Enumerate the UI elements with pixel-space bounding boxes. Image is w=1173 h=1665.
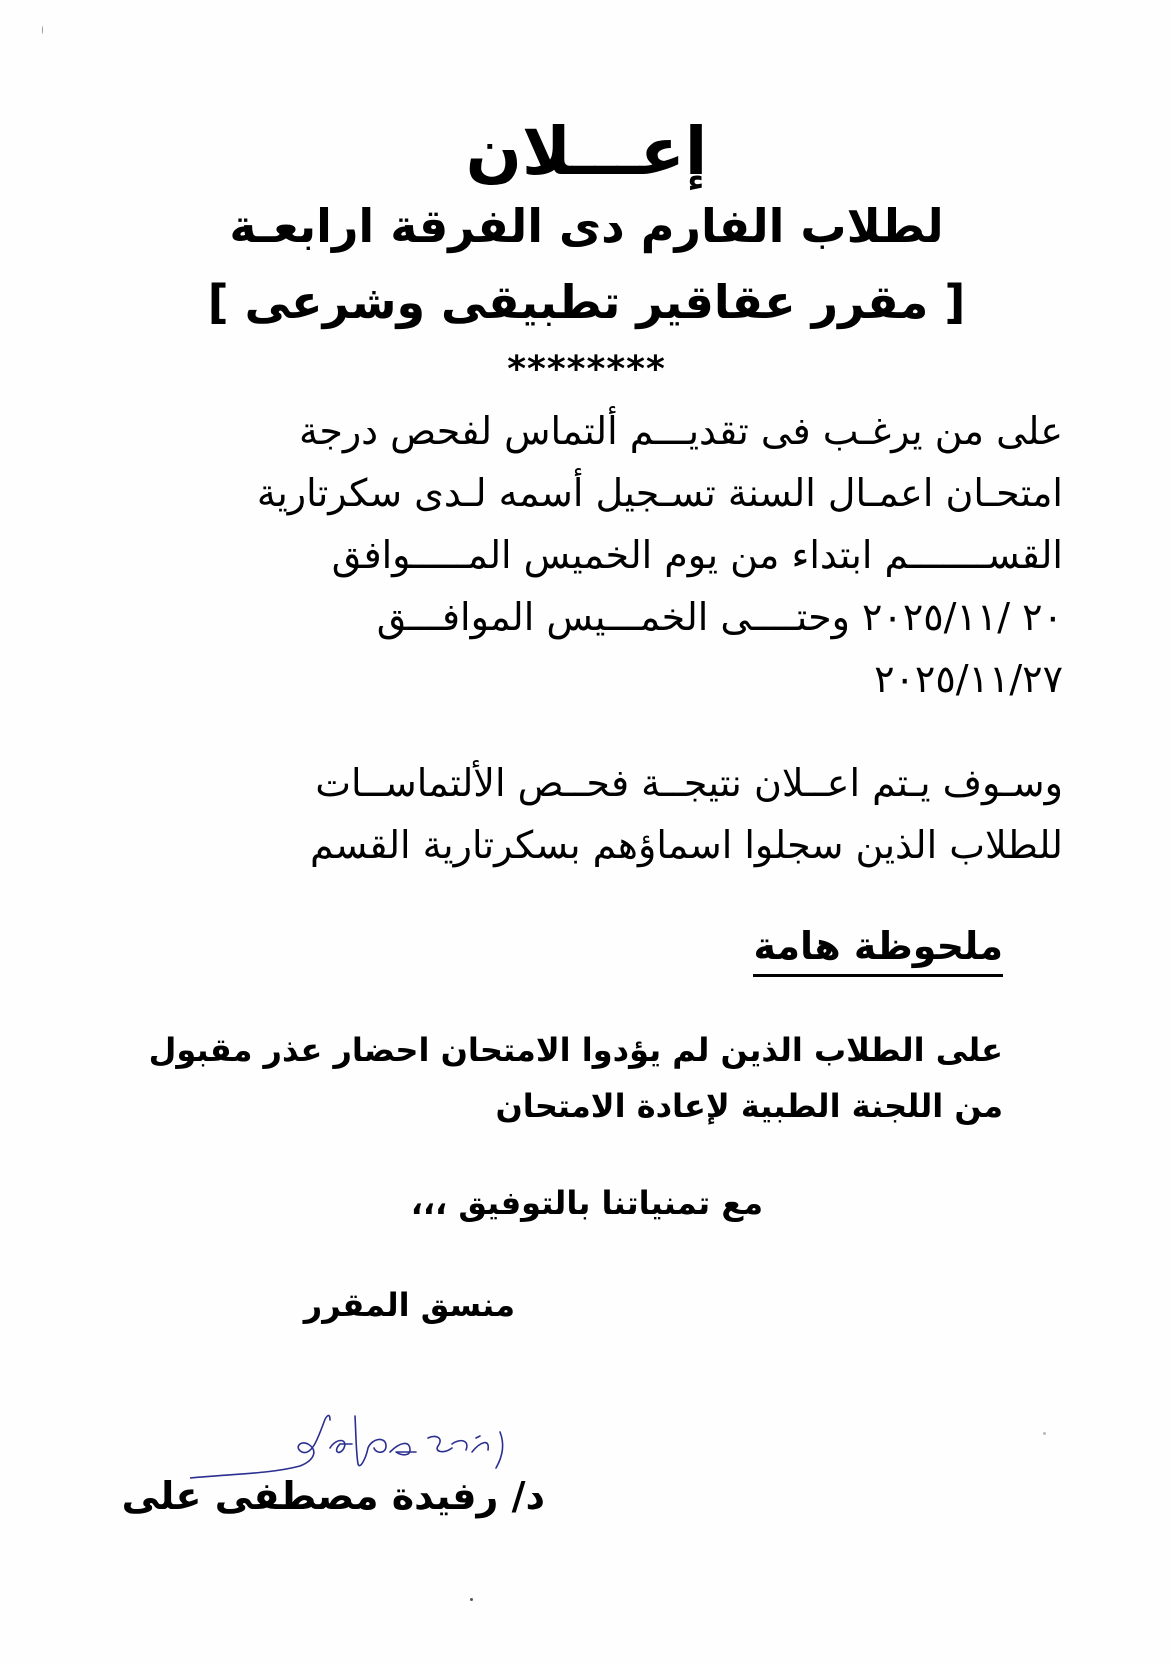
note-line: من اللجنة الطبية لإعادة الامتحان: [495, 1087, 1003, 1125]
separator-stars: ********: [507, 349, 666, 390]
paragraph-line: القســـــــم ابتداء من يوم الخميس المـــــوافق: [331, 533, 1063, 577]
course-name-line: [ مقرر عقاقير تطبيقى وشرعى ]: [207, 275, 966, 329]
closing-wishes: مع تمنياتنا بالتوفيق ،،،: [410, 1184, 763, 1222]
note-line: على الطلاب الذين لم يؤدوا الامتحان احضار عذر مقبول: [148, 1031, 1003, 1069]
paragraph-line: وسـوف يـتم اعــلان نتيجــة فحــص الألتماســات: [315, 761, 1063, 805]
scan-speck: [470, 1598, 473, 1601]
paragraph-line: للطلاب الذين سجلوا اسماؤهم بسكرتارية القسم: [310, 823, 1063, 867]
scan-speck: [42, 26, 43, 34]
paragraph-line-dates: ٢٠ /٢٠٢٥/١١ وحتــــى الخمـــيس الموافـــق: [376, 595, 1063, 639]
announcement-title: إعـــلان: [465, 113, 708, 190]
paragraph-line-end-date: ٢٠٢٥/١١/٢٧: [874, 657, 1063, 701]
signer-role: منسق المقرر: [303, 1286, 515, 1324]
important-note-heading: ملحوظة هامة: [753, 918, 1003, 977]
appeal-registration-paragraph: [183, 400, 1063, 710]
signer-name: د/ رفيدة مصطفى على: [121, 1474, 545, 1518]
paragraph-line: على من يرغـب فى تقديـــم ألتماس لفحص درجة: [298, 409, 1063, 453]
paragraph-line: امتحـان اعمـال السنة تسـجيل أسمه لـدى سكرتارية: [256, 471, 1063, 515]
important-note-body: [148, 1022, 1003, 1134]
scan-speck: [1043, 1432, 1046, 1435]
results-announcement-paragraph: [183, 752, 1063, 876]
audience-line: لطلاب الفارم دى الفرقة ارابعـة: [229, 199, 944, 253]
